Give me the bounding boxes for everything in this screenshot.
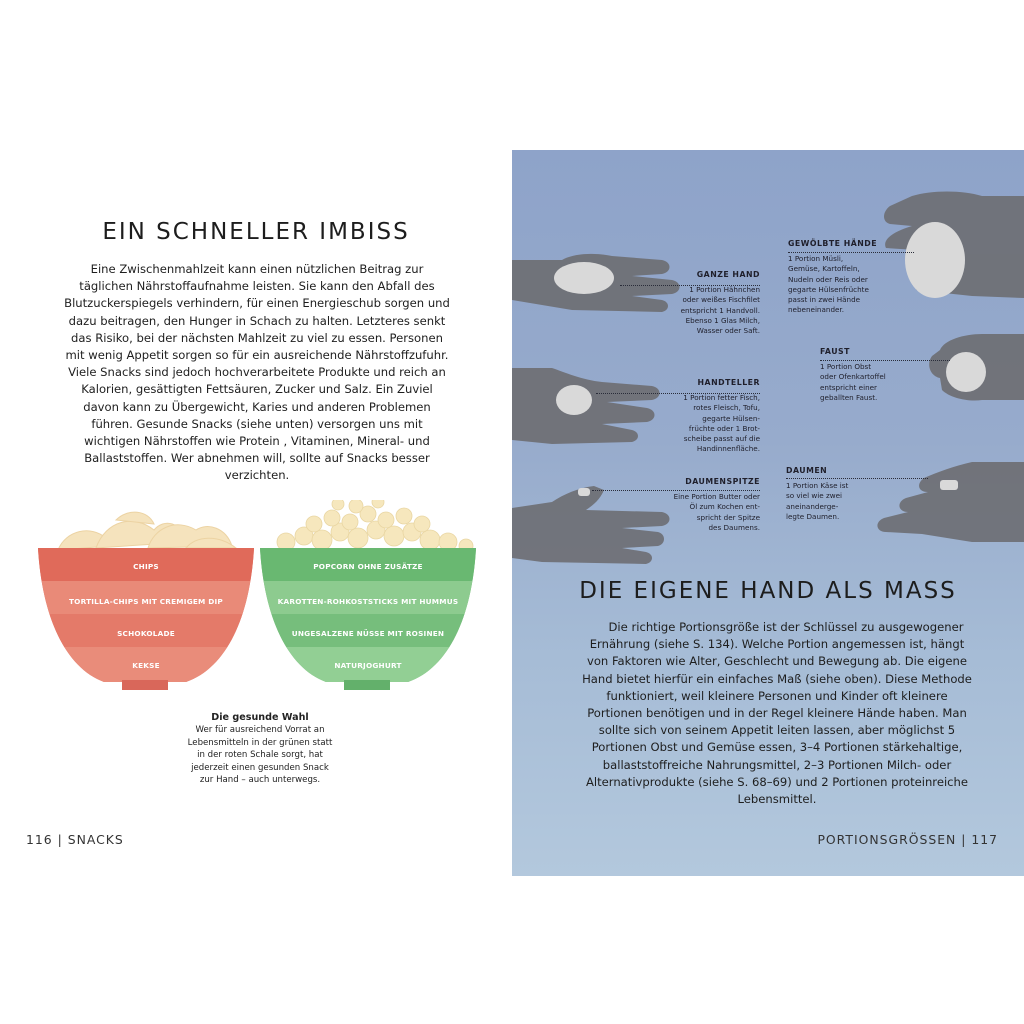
caption-line: Wer für ausreichend Vorrat an bbox=[195, 725, 325, 736]
ganze-hand-block bbox=[642, 270, 760, 336]
hand-text-line: gegarte Hülsen- bbox=[702, 413, 760, 423]
hand-text-line: Ebenso 1 Glas Milch, bbox=[685, 315, 760, 325]
hand-text-line: 1 Portion Müsli, bbox=[788, 254, 844, 264]
left-folio: 116 | SNACKS bbox=[26, 832, 124, 847]
left-page-title: EIN SCHNELLER IMBISS bbox=[102, 219, 410, 245]
red-bowl-item: TORTILLA-CHIPS MIT CREMIGEM DIP bbox=[69, 597, 223, 606]
fist-portion bbox=[946, 352, 986, 392]
hand-text-line: früchte oder 1 Brot- bbox=[688, 423, 760, 433]
gewoelbte-haende-title: GEWÖLBTE HÄNDE bbox=[788, 239, 878, 248]
left-body-text: Eine Zwischenmahlzeit kann einen nützlichen Beitrag zur täglichen Nährstoffaufnahme leisten. Sie kann den Abfall des Blutzuckerspiegels verhindern, für einen Energieschub sorgen und dazu beitragen, den Hunger in Schach zu halten. Letzteres senkt das Risiko, bei der nächsten Mahlzeit zu viel zu essen. Personen mit wenig Appetit sorgen so für ein ausreichende Nährstoffzufuhr. Viele Snacks sind jedoch hochverarbeitete Produkte und reich an Kalorien, gesättigten Fettsäuren, Zucker und Salz. Ein Zuviel davon kann zu Übergewicht, Karies und anderen Problemen führen. Gesunde Snacks (siehe unten) versorgen uns mit wichtigen Nährstoffen wie Protein , Vitaminen, Mineral- und Ballaststoffen. Wer abnehmen will, sollte auf Snacks besser verzichten. bbox=[64, 262, 450, 483]
hand-text-line: legte Daumen. bbox=[786, 511, 840, 521]
red-bowl-item: CHIPS bbox=[133, 562, 159, 571]
hand-text-line: spricht der Spitze bbox=[696, 512, 760, 522]
daumen-title: DAUMEN bbox=[786, 466, 828, 475]
daumenspitze-block bbox=[642, 477, 760, 533]
hand-text-line: Nudeln oder Reis oder bbox=[788, 274, 868, 284]
thumbs-portion bbox=[940, 480, 958, 490]
caption-line: zur Hand – auch unterwegs. bbox=[199, 775, 321, 786]
chips-illustration bbox=[58, 512, 236, 550]
caption-line: jederzeit einen gesunden Snack bbox=[191, 762, 329, 773]
gewoelbte-haende-block bbox=[788, 239, 908, 315]
hand-text-line: nebeneinander. bbox=[788, 305, 845, 315]
green-bowl-item: NATURJOGHURT bbox=[334, 661, 402, 670]
ganze-hand-title: GANZE HAND bbox=[696, 270, 760, 279]
hand-text-line: 1 Portion Obst bbox=[820, 362, 872, 372]
hand-text-line: scheibe passt auf die bbox=[683, 434, 760, 444]
hand-text-line: 1 Portion fetter Fisch, bbox=[683, 393, 760, 403]
thumbs-hand-shape bbox=[877, 462, 1024, 542]
green-bowl-item: KAROTTEN-ROHKOSTSTICKS MIT HUMMUS bbox=[277, 597, 459, 606]
hand-text-line: passt in zwei Hände bbox=[788, 295, 861, 305]
faust-title: FAUST bbox=[820, 347, 850, 356]
hand-text-line: entspricht einer bbox=[820, 382, 878, 392]
caption-line: Lebensmitteln in der grünen statt bbox=[187, 737, 333, 748]
hand-text-line: Gemüse, Kartoffeln, bbox=[788, 264, 860, 274]
hand-text-line: aneinanderge- bbox=[786, 501, 839, 511]
hand-text-line: geballten Faust. bbox=[820, 392, 878, 402]
cupped-hands-portion bbox=[905, 222, 965, 298]
popcorn-illustration bbox=[277, 500, 473, 553]
hand-text-line: des Daumens. bbox=[708, 522, 760, 532]
daumenspitze-title: DAUMENSPITZE bbox=[685, 477, 760, 486]
caption-line: in der roten Schale sorgt, hat bbox=[197, 750, 323, 761]
hand-text-line: rotes Fleisch, Tofu, bbox=[693, 403, 760, 413]
hand-text-line: Handinnenfläche. bbox=[696, 444, 760, 454]
daumen-block bbox=[786, 466, 886, 522]
right-body-text: Die richtige Portionsgröße ist der Schlüssel zu ausgewogener Ernährung (siehe S. 134). Welche Portion angemessen ist, hängt von Faktoren wie Alter, Geschlecht und Bewegung ab. Die eigene Hand bietet hierfür ein einfaches Maß (siehe oben). Diese Methode funktioniert, weil kleinere Personen und Kinder oft kleinere Portionen benötigen und in der Regel kleinere Hände haben. Man sollte sich von seinem Appetit leiten lassen, aber möglichst 5 Portionen Obst und Gemüse essen, 3–4 Portionen stärkehaltige, ballaststoffreiche Nahrungsmittel, 2–3 Portionen Milch- oder Alternativprodukte (siehe S. 68–69) und 2 Portionen proteinreiche Lebensmittel. bbox=[582, 620, 972, 807]
palm-portion bbox=[556, 385, 592, 415]
caption-title: Die gesunde Wahl bbox=[211, 712, 309, 723]
snack-bowls-illustration bbox=[36, 500, 486, 700]
green-bowl-item: UNGESALZENE NÜSSE MIT ROSINEN bbox=[291, 629, 445, 638]
thumb-tip-portion bbox=[578, 488, 590, 496]
hand-text-line: 1 Portion Hähnchen bbox=[689, 285, 760, 295]
hand-text-line: so viel wie zwei bbox=[786, 491, 843, 501]
hand-text-line: entspricht 1 Handvoll. bbox=[680, 305, 760, 315]
right-folio: PORTIONSGRÖSSEN | 117 bbox=[817, 832, 998, 847]
bowls-caption bbox=[170, 712, 350, 786]
hand-text-line: oder Ofenkartoffel bbox=[820, 372, 886, 382]
right-page-panel bbox=[512, 150, 1024, 876]
handteller-block bbox=[642, 378, 760, 454]
hand-text-line: 1 Portion Käse ist bbox=[786, 481, 849, 491]
hand-text-line: Eine Portion Butter oder bbox=[673, 492, 760, 502]
handteller-title: HANDTELLER bbox=[697, 378, 760, 387]
red-bowl-item: KEKSE bbox=[132, 661, 160, 670]
right-page-title: DIE EIGENE HAND ALS MASS bbox=[579, 578, 957, 604]
hand-text-line: oder weißes Fischfilet bbox=[682, 295, 760, 305]
green-bowl-item: POPCORN OHNE ZUSÄTZE bbox=[313, 562, 423, 571]
red-bowl-item: SCHOKOLADE bbox=[117, 629, 175, 638]
faust-block bbox=[820, 347, 920, 403]
whole-hand-portion bbox=[554, 262, 614, 294]
hand-text-line: gegarte Hülsenfrüchte bbox=[788, 284, 869, 294]
hand-text-line: Wasser oder Saft. bbox=[696, 326, 760, 336]
hand-text-line: Öl zum Kochen ent- bbox=[689, 502, 760, 512]
